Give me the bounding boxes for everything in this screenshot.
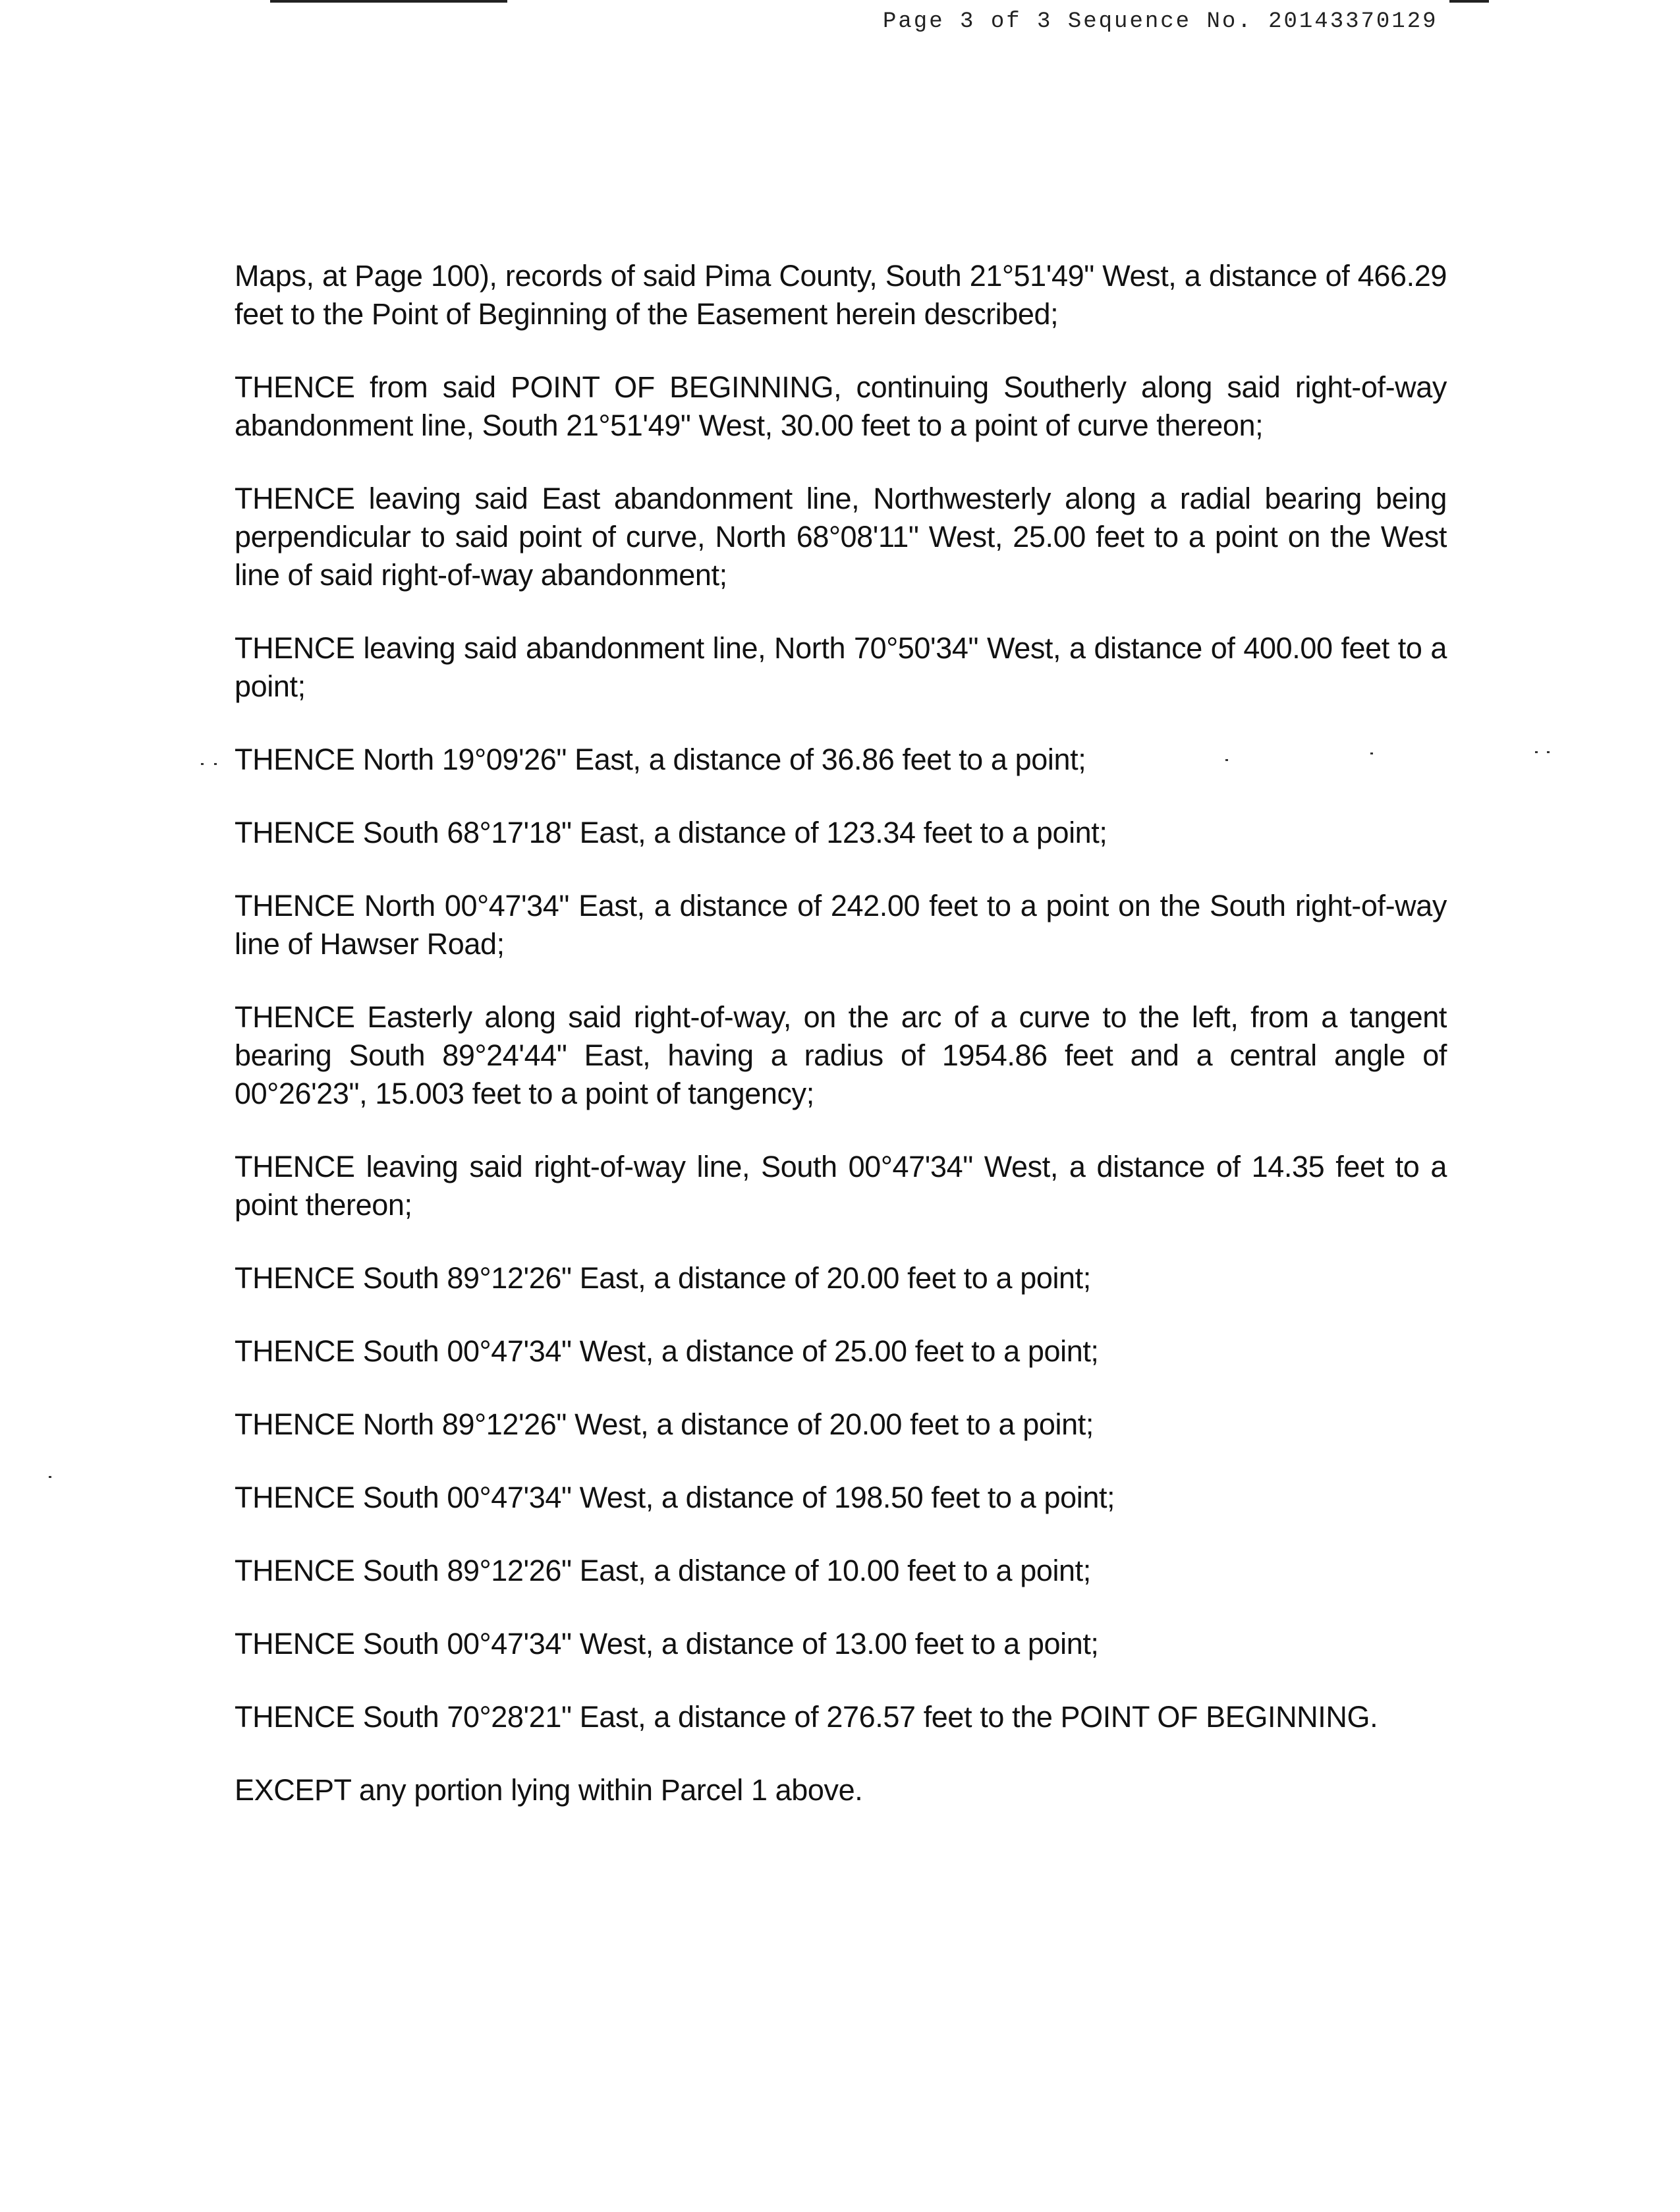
scan-speck: [49, 1476, 51, 1478]
paragraph-thence-south-00-25: THENCE South 00°47'34" West, a distance of 25.00 feet to a point;: [235, 1334, 1099, 1368]
paragraph-thence-north-89-20: THENCE North 89°12'26" West, a distance of 20.00 feet to a point;: [235, 1407, 1094, 1441]
scan-speck: [1370, 752, 1373, 754]
scan-speck: [201, 763, 204, 765]
scan-speck: [214, 763, 217, 765]
paragraph-except-parcel-1: EXCEPT any portion lying within Parcel 1 above.: [235, 1773, 863, 1807]
paragraph-thence-south-89-20: THENCE South 89°12'26" East, a distance of 20.00 feet to a point;: [235, 1261, 1091, 1295]
paragraph-thence-north-00-hawser: THENCE North 00°47'34" East, a distance of 242.00 feet to a point on the South right-of-way line of Hawser Road;: [235, 889, 1447, 961]
paragraph-thence-south-00-13: THENCE South 00°47'34" West, a distance of 13.00 feet to a point;: [235, 1627, 1099, 1660]
paragraph-thence-south-68: THENCE South 68°17'18" East, a distance of 123.34 feet to a point;: [235, 816, 1107, 849]
paragraph-thence-south-89-10: THENCE South 89°12'26" East, a distance of 10.00 feet to a point;: [235, 1554, 1091, 1587]
paragraph-thence-easterly-curve: THENCE Easterly along said right-of-way, on the arc of a curve to the left, from a tangent bearing South 89°24'44" East, having a radius of 1954.86 feet and a central angle of 00°26'23", 15.003 feet to a point of tangency;: [235, 1000, 1447, 1110]
paragraph-thence-point-of-beginning: THENCE from said POINT OF BEGINNING, continuing Southerly along said right-of-way abandonment line, South 21°51'49" West, 30.00 feet to a point of curve thereon;: [235, 370, 1447, 442]
paragraph-maps-reference: Maps, at Page 100), records of said Pima County, South 21°51'49" West, a distance of 466.29 feet to the Point of Beginning of the Easement herein described;: [235, 259, 1447, 331]
page-sequence-header: Page 3 of 3 Sequence No. 20143370129: [883, 9, 1438, 34]
legal-description-body: [235, 257, 1447, 1844]
top-scan-rule-right: [1449, 0, 1489, 3]
top-scan-rule-left: [270, 0, 507, 3]
paragraph-thence-north-70: THENCE leaving said abandonment line, North 70°50'34" West, a distance of 400.00 feet to a point;: [235, 631, 1447, 703]
paragraph-thence-south-70-point-of-beginning: THENCE South 70°28'21" East, a distance of 276.57 feet to the POINT OF BEGINNING.: [235, 1700, 1378, 1734]
scan-speck: [1547, 751, 1550, 753]
scan-speck: [1225, 759, 1228, 761]
paragraph-thence-south-00-14-35: THENCE leaving said right-of-way line, South 00°47'34" West, a distance of 14.35 feet to a point thereon;: [235, 1150, 1447, 1222]
scan-speck: [1535, 751, 1538, 753]
paragraph-thence-north-19: THENCE North 19°09'26" East, a distance of 36.86 feet to a point;: [235, 743, 1086, 776]
paragraph-thence-south-00-198-50: THENCE South 00°47'34" West, a distance of 198.50 feet to a point;: [235, 1481, 1115, 1514]
paragraph-thence-radial-bearing: THENCE leaving said East abandonment line, Northwesterly along a radial bearing being perpendicular to said point of curve, North 68°08'11" West, 25.00 feet to a point on the West line of said right-of-way abandonment;: [235, 482, 1447, 592]
